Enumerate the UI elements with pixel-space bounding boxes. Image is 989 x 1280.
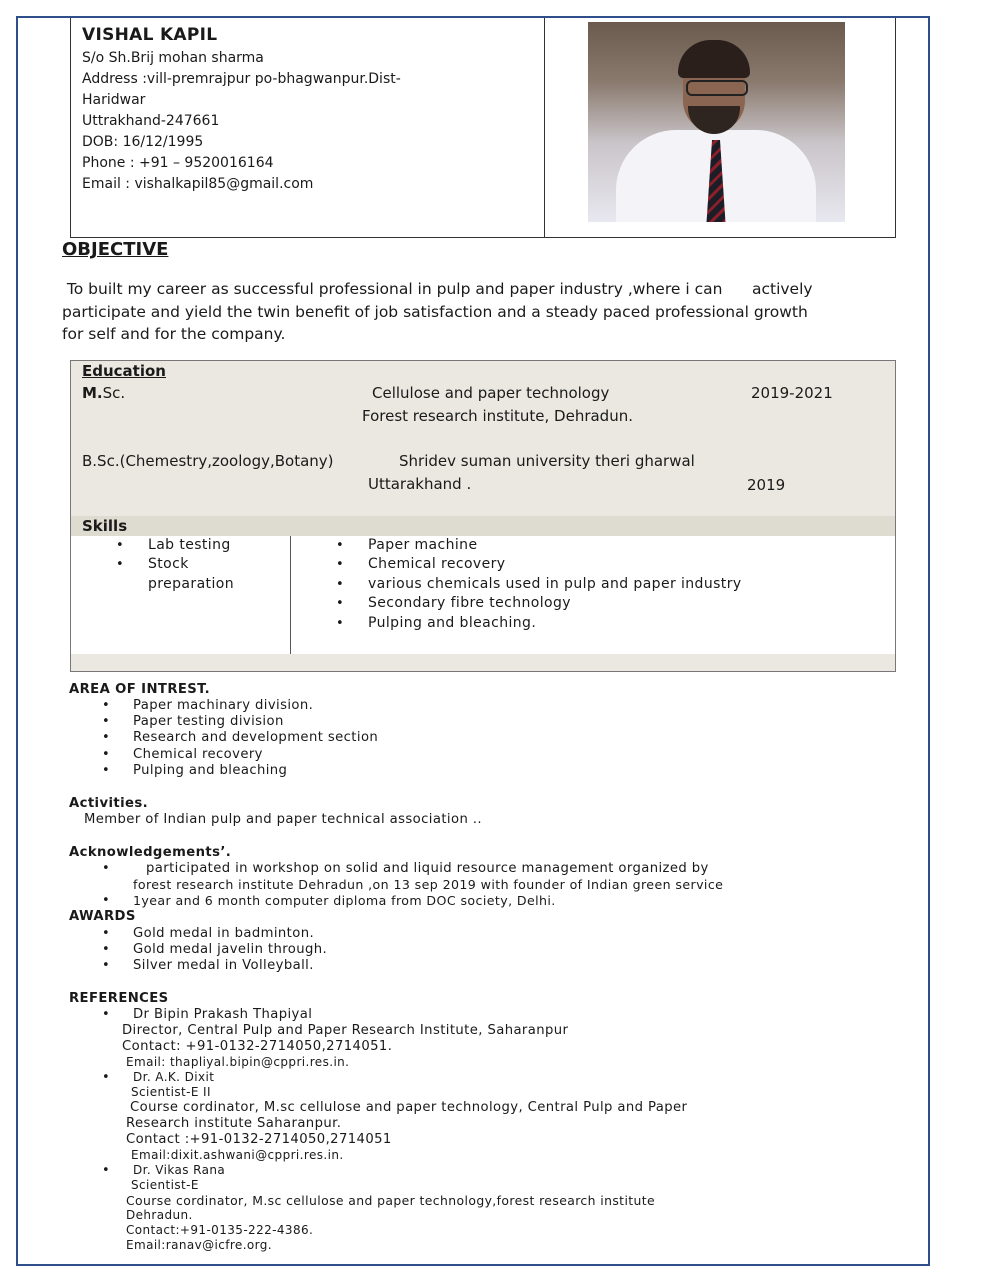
- bullet: •: [336, 577, 344, 592]
- interest-item-3: Research and development section: [133, 730, 379, 745]
- bullet: •: [102, 747, 110, 762]
- reference-3-title: Scientist-E: [131, 1178, 199, 1192]
- reference-3-name: Dr. Vikas Rana: [133, 1163, 226, 1177]
- reference-1-name: Dr Bipin Prakash Thapiyal: [133, 1007, 313, 1022]
- skills-column-divider: [290, 536, 291, 654]
- activities-text: Member of Indian pulp and paper technical association ..: [84, 812, 482, 827]
- bullet: •: [336, 557, 344, 572]
- reference-3-email: Email:ranav@icfre.org.: [126, 1238, 273, 1252]
- bullet: •: [102, 714, 110, 729]
- address-line-1: Address :vill-premrajpur po-bhagwanpur.Dist-: [82, 71, 401, 87]
- skills-heading: Skills: [82, 517, 128, 535]
- candidate-name: VISHAL KAPIL: [82, 25, 218, 45]
- bullet: •: [102, 1163, 110, 1178]
- acknowledgement-1-line-1: participated in workshop on solid and liquid resource management organized by: [146, 861, 709, 876]
- date-of-birth: DOB: 16/12/1995: [82, 134, 204, 150]
- bullet: •: [102, 893, 110, 908]
- skill-left-2: Stock: [148, 556, 189, 572]
- award-item-2: Gold medal javelin through.: [133, 942, 328, 957]
- interests-heading: AREA OF INTREST.: [69, 682, 210, 697]
- parent-name: S/o Sh.Brij mohan sharma: [82, 50, 264, 66]
- msc-degree: [82, 384, 125, 402]
- bullet: •: [336, 616, 344, 631]
- reference-2-role-line-2: Research institute Saharanpur.: [126, 1116, 342, 1131]
- interest-item-5: Pulping and bleaching: [133, 763, 288, 778]
- bullet: •: [102, 1007, 110, 1022]
- interest-item-1: Paper machinary division.: [133, 698, 314, 713]
- reference-2-role-line-1: Course cordinator, M.sc cellulose and paper technology, Central Pulp and Paper: [130, 1100, 688, 1115]
- education-heading: Education: [82, 362, 166, 380]
- bsc-year: 2019: [747, 476, 786, 494]
- acknowledgement-1-line-2: forest research institute Dehradun ,on 13 sep 2019 with founder of Indian green service: [133, 877, 724, 892]
- skill-left-1: Lab testing: [148, 537, 231, 553]
- skill-right-3: various chemicals used in pulp and paper industry: [368, 576, 742, 592]
- skill-left-3: preparation: [148, 576, 234, 592]
- bullet: •: [102, 698, 110, 713]
- email-address: Email : vishalkapil85@gmail.com: [82, 176, 314, 192]
- bullet: •: [336, 538, 344, 553]
- bullet: •: [116, 538, 124, 553]
- bsc-institute-line-2: Uttarakhand .: [368, 475, 472, 493]
- award-item-3: Silver medal in Volleyball.: [133, 958, 314, 973]
- interest-item-2: Paper testing division: [133, 714, 284, 729]
- address-line-3: Uttrakhand-247661: [82, 113, 220, 129]
- objective-heading: OBJECTIVE: [62, 239, 169, 260]
- msc-subject: Cellulose and paper technology: [372, 384, 610, 402]
- objective-line-1: To built my career as successful professional in pulp and paper industry ,where i can actively: [62, 280, 813, 298]
- reference-2-name: Dr. A.K. Dixit: [133, 1070, 215, 1084]
- msc-institute: Forest research institute, Dehradun.: [362, 407, 633, 425]
- reference-3-contact: Contact:+91-0135-222-4386.: [126, 1223, 314, 1237]
- reference-2-title: Scientist-E II: [131, 1085, 211, 1099]
- bullet: •: [102, 730, 110, 745]
- skill-right-1: Paper machine: [368, 537, 478, 553]
- bullet: •: [102, 1070, 110, 1085]
- objective-line-2: participate and yield the twin benefit of job satisfaction and a steady paced professional growth: [62, 302, 808, 321]
- acknowledgements-heading: Acknowledgements’.: [69, 845, 232, 860]
- bullet: •: [102, 861, 110, 876]
- profile-photo: [588, 22, 845, 222]
- skill-right-2: Chemical recovery: [368, 556, 506, 572]
- bsc-degree: B.Sc.(Chemestry,zoology,Botany): [82, 452, 334, 470]
- reference-2-contact: Contact :+91-0132-2714050,2714051: [126, 1132, 392, 1147]
- bullet: •: [102, 942, 110, 957]
- reference-3-role-line-1: Course cordinator, M.sc cellulose and paper technology,forest research institute: [126, 1193, 656, 1208]
- objective-text: [62, 278, 926, 346]
- address-line-2: Haridwar: [82, 92, 146, 108]
- activities-heading: Activities.: [69, 796, 148, 811]
- skill-right-5: Pulping and bleaching.: [368, 615, 537, 631]
- phone-number: Phone : +91 – 9520016164: [82, 155, 274, 171]
- reference-1-role: Director, Central Pulp and Paper Research Institute, Saharanpur: [122, 1023, 569, 1038]
- reference-3-role-line-2: Dehradun.: [126, 1208, 193, 1222]
- award-item-1: Gold medal in badminton.: [133, 926, 315, 941]
- bullet: •: [102, 926, 110, 941]
- bullet: •: [102, 958, 110, 973]
- msc-degree-bold: M.: [82, 384, 103, 402]
- reference-2-email: Email:dixit.ashwani@cppri.res.in.: [131, 1148, 344, 1162]
- msc-years: 2019-2021: [751, 384, 833, 402]
- msc-degree-rest: Sc.: [102, 384, 126, 402]
- skills-header-bar: [71, 516, 895, 536]
- skill-right-4: Secondary fibre technology: [368, 595, 571, 611]
- objective-line-3: for self and for the company.: [62, 325, 286, 343]
- header-divider: [544, 18, 545, 238]
- acknowledgement-2: 1year and 6 month computer diploma from DOC society, Delhi.: [133, 893, 556, 908]
- awards-heading: AWARDS: [69, 909, 136, 924]
- bullet: •: [336, 596, 344, 611]
- reference-1-contact: Contact: +91-0132-2714050,2714051.: [122, 1039, 393, 1054]
- bullet: •: [116, 557, 124, 572]
- reference-1-email: Email: thapliyal.bipin@cppri.res.in.: [126, 1055, 350, 1069]
- bsc-institute-line-1: Shridev suman university theri gharwal: [399, 452, 695, 470]
- interest-item-4: Chemical recovery: [133, 747, 263, 762]
- references-heading: REFERENCES: [69, 991, 169, 1006]
- bullet: •: [102, 763, 110, 778]
